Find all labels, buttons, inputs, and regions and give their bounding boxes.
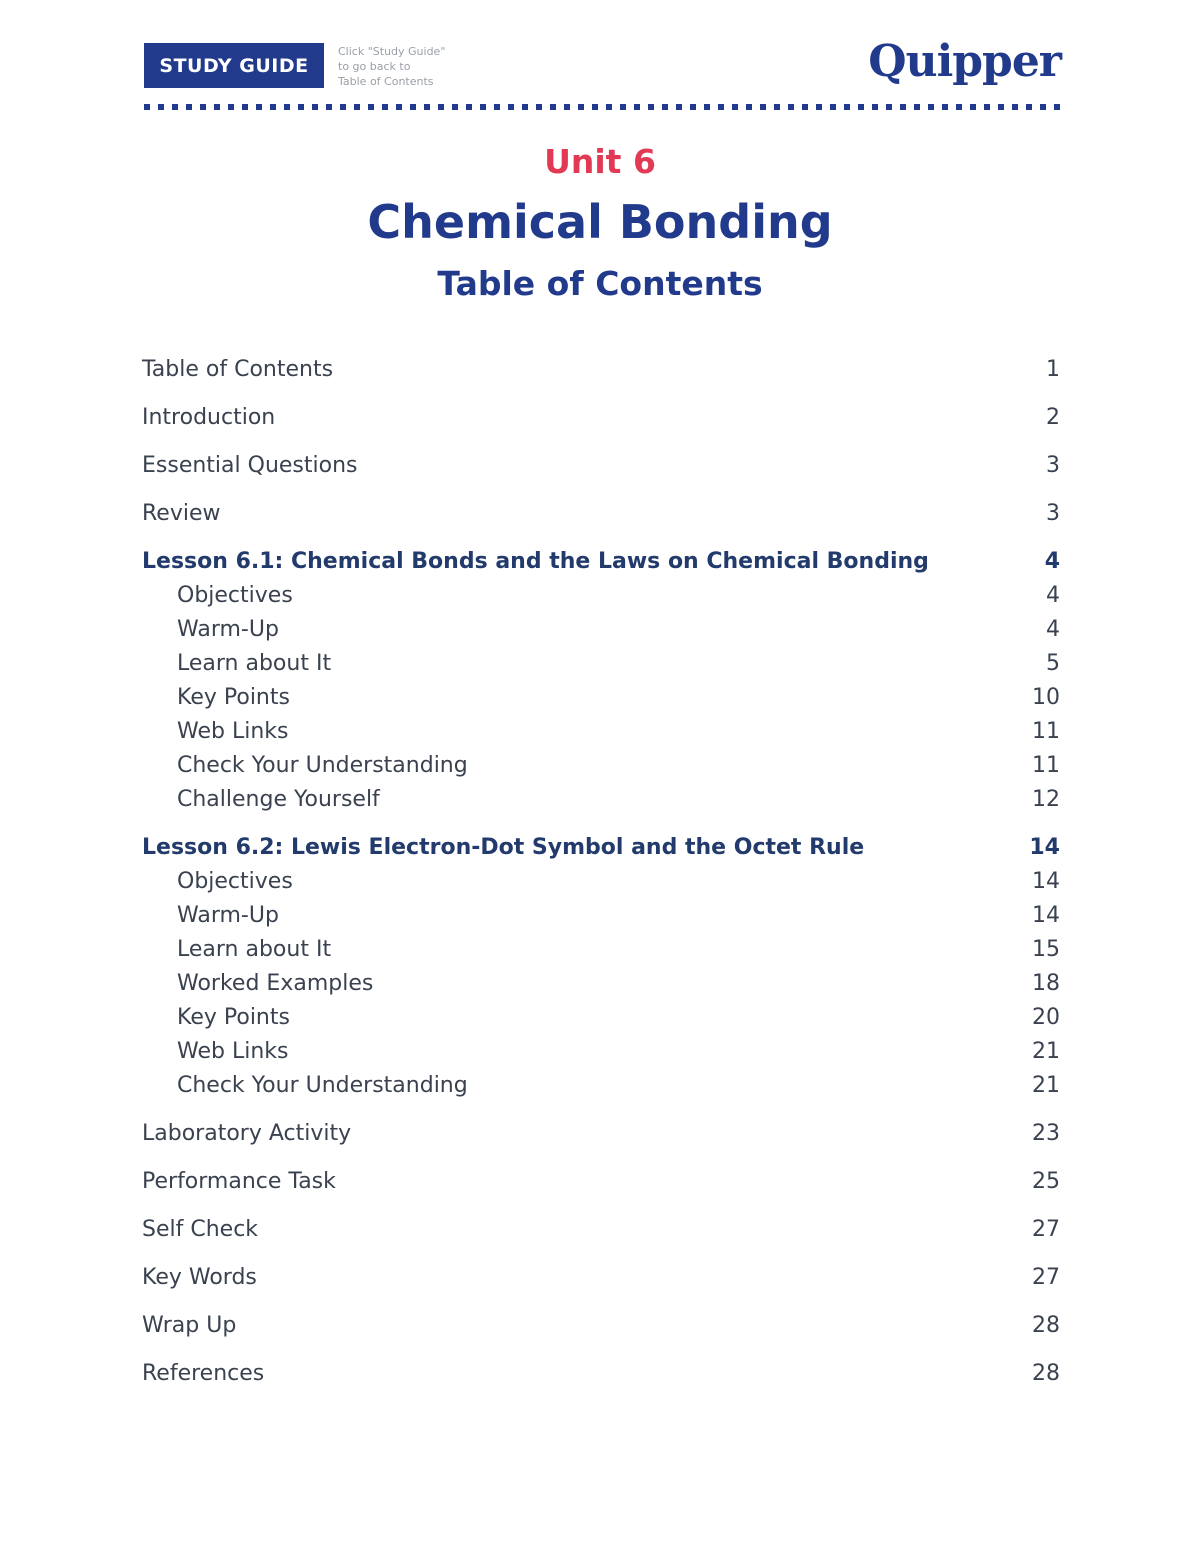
toc-entry-label: Challenge Yourself [177, 786, 380, 812]
toc-entry-label: Wrap Up [142, 1312, 237, 1338]
toc-entry-page: 10 [1032, 684, 1060, 710]
toc-entry[interactable] [142, 1164, 1060, 1198]
toc-entry-page: 3 [1046, 500, 1060, 526]
toc-entry[interactable] [142, 782, 1060, 816]
toc-entry[interactable] [142, 1260, 1060, 1294]
toc-entry-label: Learn about It [177, 650, 332, 676]
toc-entry-page: 11 [1032, 752, 1060, 778]
toc-entry-page: 2 [1046, 404, 1060, 430]
toc-entry[interactable] [142, 646, 1060, 680]
toc-entry-label: Performance Task [142, 1168, 336, 1194]
toc-entry[interactable] [142, 1000, 1060, 1034]
toc-entry[interactable] [142, 864, 1060, 898]
toc-entry-page: 15 [1032, 936, 1060, 962]
toc-entry[interactable] [142, 448, 1060, 482]
toc-entry-label: Key Words [142, 1264, 257, 1290]
toc-entry[interactable] [142, 1212, 1060, 1246]
toc-entry-label: Check Your Understanding [177, 1072, 468, 1098]
toc-entry-page: 5 [1046, 650, 1060, 676]
dotted-divider [144, 104, 1061, 110]
hint-line: to go back to [338, 60, 411, 73]
toc-entry[interactable] [142, 898, 1060, 932]
toc-entry[interactable] [142, 1034, 1060, 1068]
toc-entry-page: 14 [1032, 868, 1060, 894]
toc-entry-label: Warm-Up [177, 902, 279, 928]
toc-entry-page: 14 [1032, 902, 1060, 928]
toc-entry-page: 21 [1032, 1038, 1060, 1064]
toc-entry-label: Introduction [142, 404, 276, 430]
toc-entry[interactable] [142, 1068, 1060, 1102]
toc-entry-page: 3 [1046, 452, 1060, 478]
toc-entry-page: 1 [1046, 356, 1060, 382]
toc-entry-page: 4 [1046, 616, 1060, 642]
toc-entry[interactable] [142, 578, 1060, 612]
toc-entry[interactable] [142, 680, 1060, 714]
toc-entry-label: Self Check [142, 1216, 259, 1242]
toc-entry-page: 18 [1032, 970, 1060, 996]
study-guide-button[interactable]: STUDY GUIDE [144, 43, 324, 88]
page-header [0, 0, 1200, 120]
toc-entry-label: Web Links [177, 1038, 289, 1064]
toc-entry[interactable] [142, 1308, 1060, 1342]
toc-entry-label: Laboratory Activity [142, 1120, 352, 1146]
quipper-logo: Quipper [868, 36, 1061, 87]
toc-entry[interactable] [142, 352, 1060, 386]
hint-line: Click "Study Guide" [338, 45, 446, 58]
toc-entry-label: Objectives [177, 582, 293, 608]
toc-entry[interactable] [142, 1356, 1060, 1390]
toc-entry[interactable] [142, 748, 1060, 782]
toc-entry[interactable] [142, 1116, 1060, 1150]
toc-entry-label: Lesson 6.1: Chemical Bonds and the Laws on Chemical Bonding [142, 548, 929, 574]
toc-heading: Table of Contents [437, 264, 763, 303]
chapter-title: Chemical Bonding [367, 195, 833, 249]
toc-entry-page: 11 [1032, 718, 1060, 744]
toc-entry-page: 28 [1032, 1312, 1060, 1338]
toc-entry-label: Essential Questions [142, 452, 358, 478]
toc-entry[interactable] [142, 830, 1060, 864]
toc-entry-page: 23 [1032, 1120, 1060, 1146]
toc-entry-label: Review [142, 500, 221, 526]
toc-entry-page: 27 [1032, 1216, 1060, 1242]
toc-entry-label: Key Points [177, 684, 290, 710]
toc-entry-label: Warm-Up [177, 616, 279, 642]
toc-entry-label: Objectives [177, 868, 293, 894]
toc-entry-label: Check Your Understanding [177, 752, 468, 778]
toc-entry-page: 28 [1032, 1360, 1060, 1386]
toc-entry-page: 21 [1032, 1072, 1060, 1098]
toc-entry[interactable] [142, 612, 1060, 646]
toc-entry-label: Web Links [177, 718, 289, 744]
title-block [0, 138, 1200, 308]
toc-entry-label: Table of Contents [142, 356, 334, 382]
toc-entry-page: 25 [1032, 1168, 1060, 1194]
toc-entry-page: 20 [1032, 1004, 1060, 1030]
toc-entry[interactable] [142, 966, 1060, 1000]
toc-entry-page: 27 [1032, 1264, 1060, 1290]
toc-entry-page: 14 [1029, 834, 1060, 860]
toc-entry-page: 12 [1032, 786, 1060, 812]
toc-entry-label: Key Points [177, 1004, 290, 1030]
toc-entry-page: 4 [1044, 548, 1060, 574]
toc-entry-label: Learn about It [177, 936, 332, 962]
toc-entry-label: References [142, 1360, 265, 1386]
toc-entry[interactable] [142, 400, 1060, 434]
toc-entry-page: 4 [1046, 582, 1060, 608]
toc-entry[interactable] [142, 544, 1060, 578]
hint-line: Table of Contents [338, 75, 434, 88]
toc-entry[interactable] [142, 496, 1060, 530]
toc-entry[interactable] [142, 932, 1060, 966]
toc-entry-label: Worked Examples [177, 970, 374, 996]
unit-label: Unit 6 [544, 142, 656, 181]
toc-entry-label: Lesson 6.2: Lewis Electron-Dot Symbol and the Octet Rule [142, 834, 865, 860]
table-of-contents [142, 352, 1060, 1390]
study-guide-hint [338, 44, 498, 89]
toc-entry[interactable] [142, 714, 1060, 748]
